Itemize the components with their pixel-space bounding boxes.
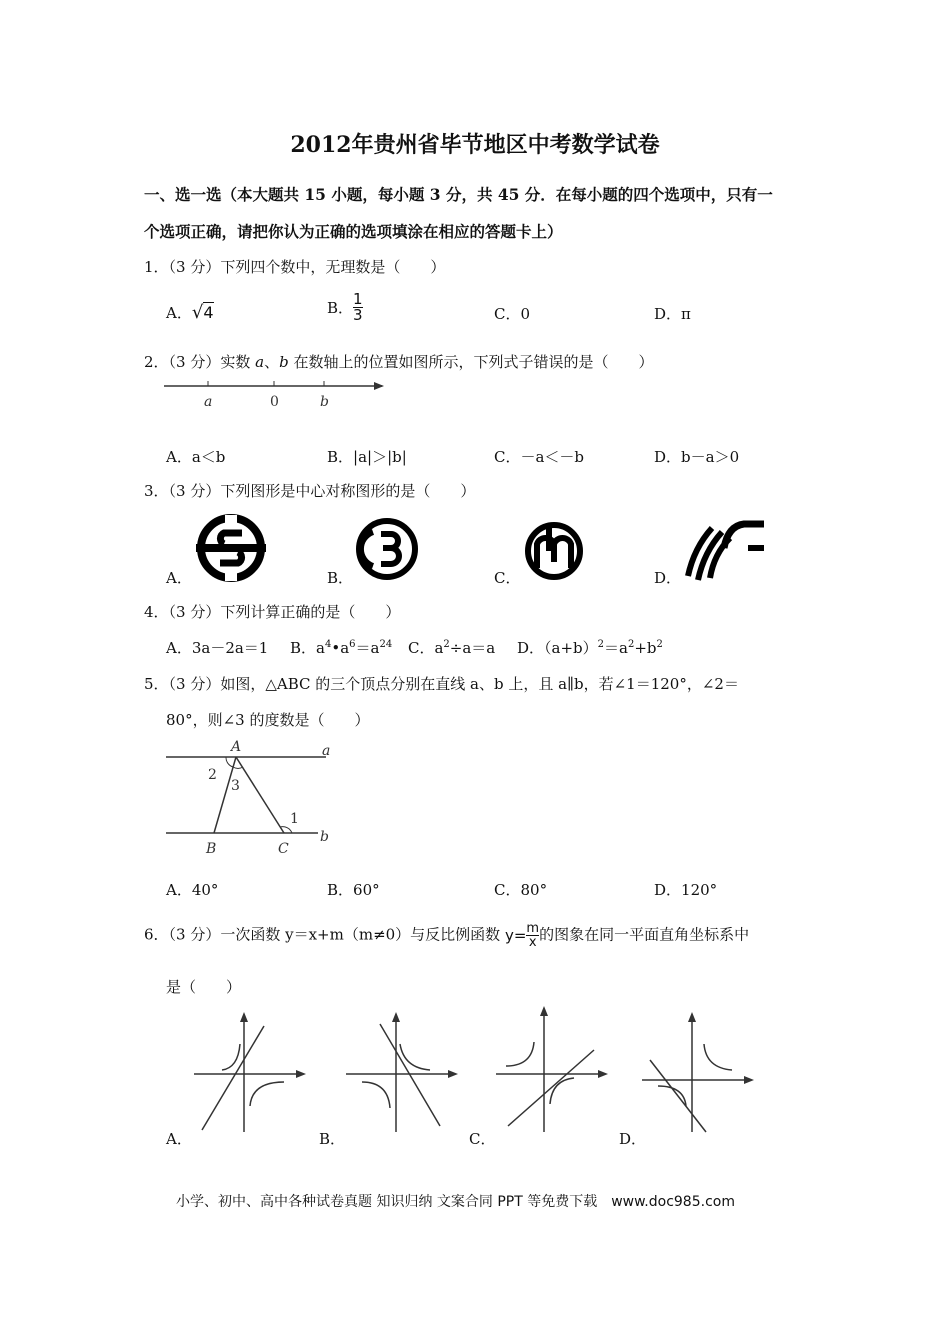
q5-stem-line2: 80°，则∠3 的度数是（ ） (166, 711, 370, 729)
q5-option-c: C．80° (494, 881, 548, 899)
label-b: b (320, 829, 329, 845)
q3-label-b: B． (327, 569, 354, 587)
number-line-figure (164, 376, 388, 416)
q1-option-a-radicand: 4 (203, 303, 214, 322)
q6-label-d: D． (619, 1130, 647, 1148)
q1-option-b (327, 292, 363, 323)
q3-label-c: C． (494, 569, 521, 587)
q5-stem-line1: 5．（3 分）如图，△ABC 的三个顶点分别在直线 a、b 上，且 a∥b，若∠1＝120°，∠2＝ (144, 675, 739, 693)
q6-label-b: B． (319, 1130, 346, 1148)
q1-option-b-denominator: 3 (353, 306, 363, 324)
footer-text: 小学、初中、高中各种试卷真题 知识归纳 文案合同 PPT 等免费下载 www.doc985.com (176, 1194, 735, 1210)
q2-option-c: C．－a＜－b (494, 448, 585, 466)
q1-option-a-label: A． (166, 304, 192, 322)
page-title: 2012年贵州省毕节地区中考数学试卷 (290, 132, 660, 158)
section-heading-line1: 一、选一选（本大题共 15 小题，每小题 3 分，共 45 分．在每小题的四个选项中，只有一 (144, 185, 773, 204)
label-B: B (206, 841, 217, 857)
q3-logo-c (523, 522, 585, 580)
label-3: 3 (231, 778, 240, 794)
q3-label-a: A． (166, 569, 192, 587)
axis-label-a: a (204, 394, 213, 410)
q3-stem: 3．（3 分）下列图形是中心对称图形的是（ ） (144, 482, 476, 500)
q6-stem-line2: 是（ ） (166, 978, 242, 996)
q1-option-b-fraction (353, 292, 363, 323)
q1-stem: 1．（3 分）下列四个数中，无理数是（ ） (144, 258, 446, 276)
q5-option-a: A．40° (166, 881, 219, 899)
q1-option-b-label: B． (327, 299, 354, 317)
q6-graph-b (344, 1010, 462, 1134)
q6-label-c: C． (469, 1130, 496, 1148)
q1-option-a: A．√4 (166, 302, 214, 323)
number-line-arrow-icon (374, 382, 384, 390)
angle-2-arc (226, 757, 233, 767)
axis-label-b: b (320, 394, 329, 410)
q6-label-a: A． (166, 1130, 192, 1148)
q3-label-d: D． (654, 569, 682, 587)
q2-option-a: A．a＜b (166, 448, 226, 466)
q1-option-d: D．π (654, 305, 691, 323)
q5-option-d: D．120° (654, 881, 718, 899)
q3-logo-d (684, 518, 766, 582)
q4-option-d: D．$(a+b)^2=a^2+b^2$ (517, 639, 663, 657)
q4-stem: 4．（3 分）下列计算正确的是（ ） (144, 603, 401, 621)
q6-graph-a (192, 1010, 310, 1134)
q3-logo-b (355, 516, 419, 582)
axis-label-0: 0 (270, 394, 279, 410)
q4-option-b: B．$a^4•a^6=a^{24}$ (290, 639, 393, 657)
q2-option-b: B．|a|＞|b| (327, 448, 407, 466)
q5-option-b: B．60° (327, 881, 380, 899)
segment-ab (214, 757, 236, 833)
q2-stem: 2．（3 分）实数 a、b 在数轴上的位置如图所示，下列式子错误的是（ ） (144, 353, 654, 371)
q1-option-b-numerator: 1 (353, 290, 363, 308)
label-A: A (231, 739, 242, 755)
q4-option-a: A．3a－2a＝1 (166, 639, 269, 657)
q6-graph-d (640, 1010, 758, 1134)
triangle-figure (164, 737, 336, 859)
label-1: 1 (290, 811, 299, 827)
q6-graph-c (494, 1004, 612, 1134)
segment-ac (236, 757, 284, 833)
q1-option-c: C．0 (494, 305, 531, 323)
q4-option-c: C．$a^2\div a=a$ (408, 639, 496, 657)
q2-option-d: D．b－a＞0 (654, 448, 740, 466)
section-heading-line2: 个选项正确，请把你认为正确的选项填涂在相应的答题卡上） (144, 222, 563, 241)
label-2: 2 (208, 767, 217, 783)
q6-stem-line1: 6．（3 分）一次函数 y＝x+m（m≠0）与反比例函数 y= $\frac{m}{x}$ 的图象在同一平面直角坐标系中 (144, 921, 750, 950)
q3-logo-a (196, 513, 266, 583)
label-C: C (278, 841, 289, 857)
label-a: a (322, 743, 331, 759)
angle-3-arc (233, 767, 243, 768)
